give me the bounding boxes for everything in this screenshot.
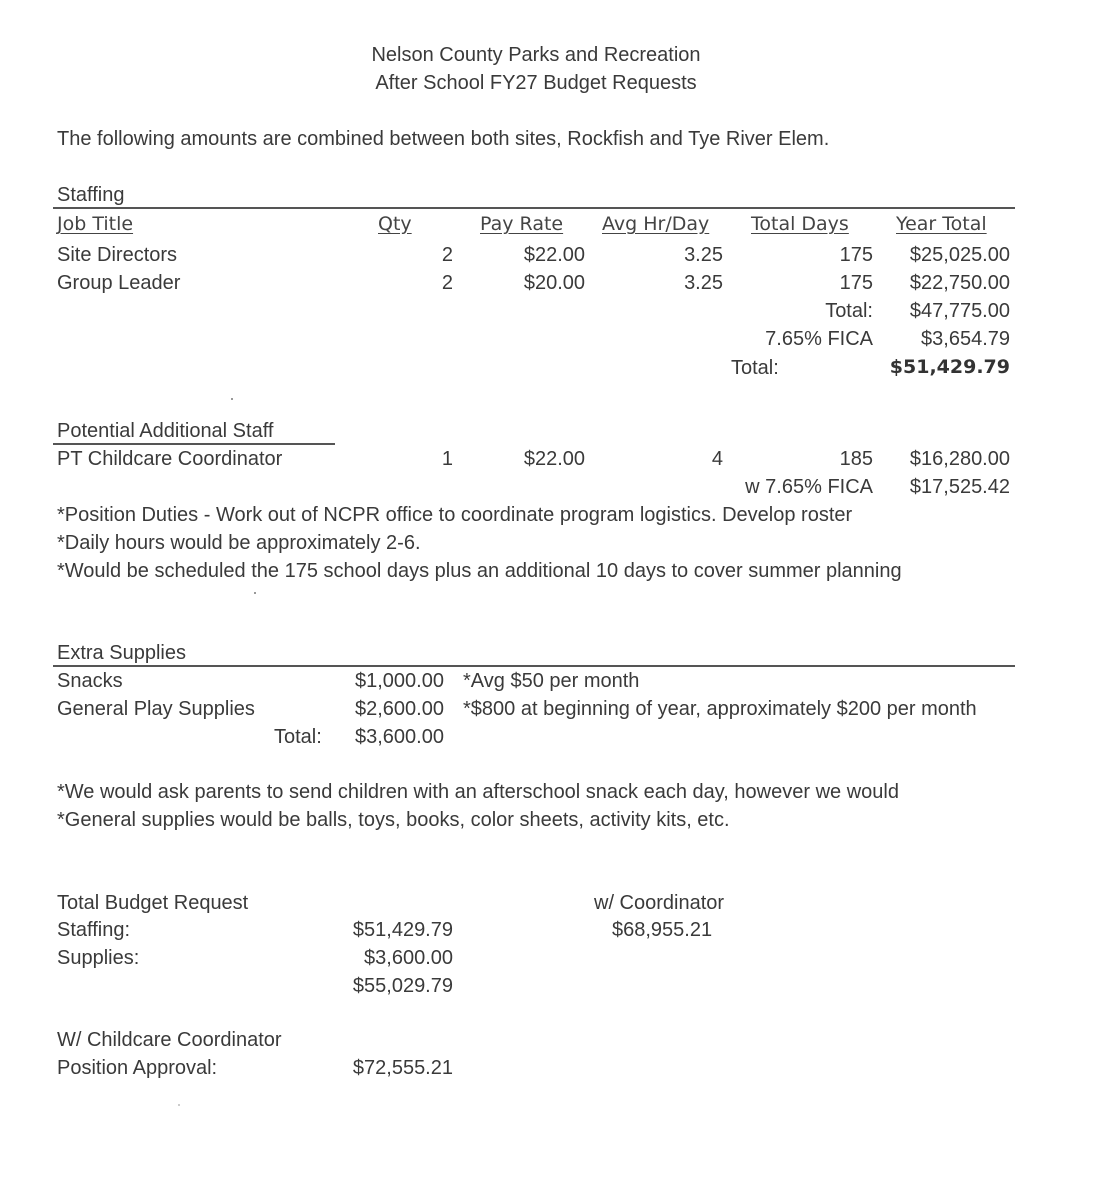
- cell-qty: 2: [441, 244, 453, 266]
- summary-staffing-label: Staffing:: [57, 919, 131, 941]
- approval-line2: Position Approval:: [57, 1057, 218, 1079]
- cell-qty: 1: [441, 448, 453, 470]
- cell-pay-rate: $22.00: [523, 244, 585, 266]
- staffing-subtotal-value: $47,775.00: [909, 300, 1010, 322]
- cell-total-days: 175: [839, 272, 873, 294]
- col-header-avg-hr-day: Avg Hr/Day: [602, 213, 710, 235]
- cell-avg-hr-day: 3.25: [684, 272, 723, 294]
- supply-amount: $2,600.00: [355, 698, 444, 720]
- supplies-note: *General supplies would be balls, toys, books, color sheets, activity kits, etc.: [57, 809, 730, 831]
- document-title: Nelson County Parks and Recreation: [371, 44, 701, 66]
- supply-note: *$800 at beginning of year, approximately $200 per month: [463, 698, 977, 720]
- summary-staffing-value: $51,429.79: [352, 919, 453, 941]
- position-note: *Would be scheduled the 175 school days plus an additional 10 days to cover summer planning: [57, 560, 902, 582]
- cell-year-total: $16,280.00: [909, 448, 1010, 470]
- summary-heading: Total Budget Request: [57, 892, 249, 914]
- cell-avg-hr-day: 4: [711, 448, 723, 470]
- cell-avg-hr-day: 3.25: [684, 244, 723, 266]
- position-note: *Position Duties - Work out of NCPR office to coordinate program logistics. Develop roster: [57, 504, 853, 526]
- cell-total-days: 185: [839, 448, 873, 470]
- supply-item: Snacks: [57, 670, 123, 692]
- supply-amount: $1,000.00: [355, 670, 444, 692]
- summary-supplies-label: Supplies:: [57, 947, 140, 969]
- staffing-total-label: Total:: [731, 357, 779, 379]
- staffing-total-value: $51,429.79: [889, 356, 1010, 378]
- supply-note: *Avg $50 per month: [463, 670, 640, 692]
- supplies-total-value: $3,600.00: [355, 726, 444, 748]
- position-note: *Daily hours would be approximately 2-6.: [57, 532, 421, 554]
- supplies-section-label: Extra Supplies: [57, 642, 186, 664]
- cell-job-title: Site Directors: [57, 244, 178, 266]
- intro-text: The following amounts are combined between both sites, Rockfish and Tye River Elem.: [57, 128, 830, 150]
- cell-year-total: $25,025.00: [909, 244, 1010, 266]
- approval-value: $72,555.21: [352, 1057, 453, 1079]
- staffing-section-label: Staffing: [57, 184, 125, 206]
- col-header-pay-rate: Pay Rate: [480, 213, 564, 235]
- staffing-fica-label: 7.65% FICA: [765, 328, 873, 350]
- cell-year-total: $22,750.00: [909, 272, 1010, 294]
- cell-pay-rate: $20.00: [523, 272, 585, 294]
- cell-total-days: 175: [839, 244, 873, 266]
- supplies-total-label: Total:: [274, 726, 322, 748]
- additional-staff-divider: [53, 443, 335, 445]
- supplies-note: *We would ask parents to send children with an afterschool snack each day, however we would: [57, 781, 899, 803]
- staffing-subtotal-label: Total:: [825, 300, 873, 322]
- cell-job-title: PT Childcare Coordinator: [57, 448, 283, 470]
- summary-coordinator-value: $68,955.21: [612, 919, 713, 941]
- approval-line1: W/ Childcare Coordinator: [57, 1029, 282, 1051]
- supply-item: General Play Supplies: [57, 698, 255, 720]
- supplies-divider: [53, 665, 1015, 667]
- cell-job-title: Group Leader: [57, 272, 181, 294]
- cell-qty: 2: [441, 272, 453, 294]
- additional-staff-label: Potential Additional Staff: [57, 420, 274, 442]
- summary-supplies-value: $3,600.00: [364, 947, 453, 969]
- col-header-year-total: Year Total: [896, 213, 987, 235]
- cell-pay-rate: $22.00: [523, 448, 585, 470]
- staffing-divider: [53, 207, 1015, 209]
- summary-sum-value: $55,029.79: [352, 975, 453, 997]
- scan-speck: [254, 592, 256, 594]
- additional-fica-label: w 7.65% FICA: [745, 476, 873, 498]
- additional-fica-value: $17,525.42: [909, 476, 1010, 498]
- col-header-qty: Qty: [378, 213, 412, 235]
- summary-coordinator-heading: w/ Coordinator: [594, 892, 725, 914]
- col-header-total-days: Total Days: [751, 213, 849, 235]
- scan-speck: [231, 398, 233, 400]
- staffing-fica-value: $3,654.79: [921, 328, 1010, 350]
- scan-speck: [178, 1104, 180, 1106]
- col-header-job-title: Job Title: [57, 213, 134, 235]
- document-subtitle: After School FY27 Budget Requests: [375, 72, 697, 94]
